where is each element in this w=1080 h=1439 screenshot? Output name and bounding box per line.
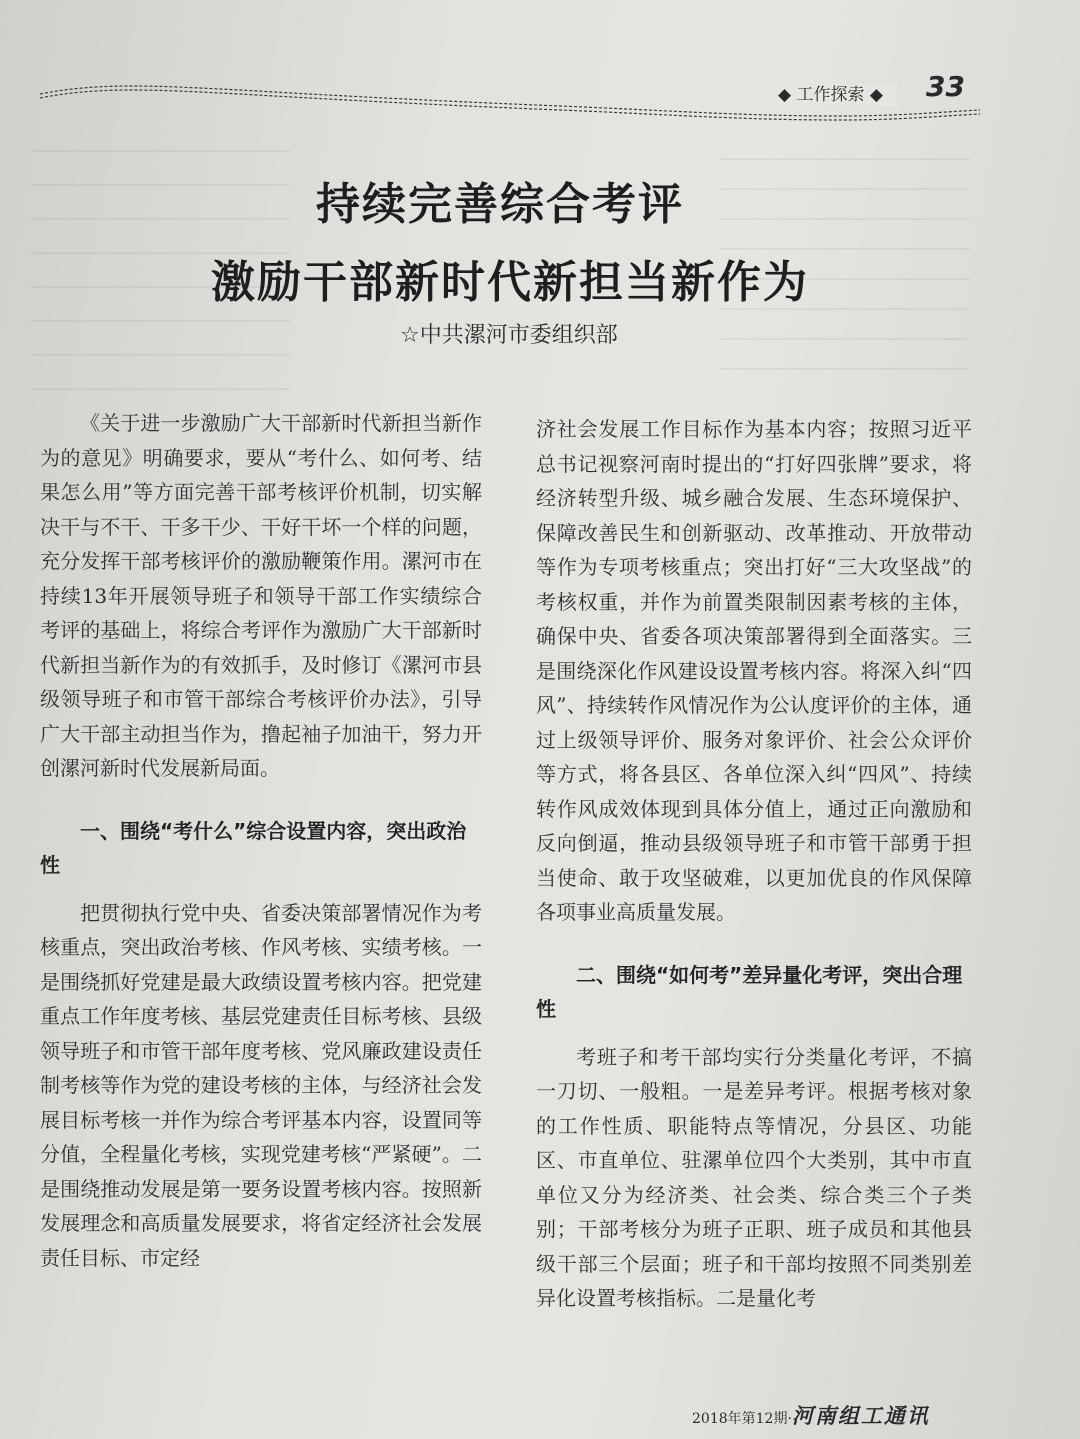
page-number: 33 [926, 70, 965, 103]
section1-heading: 一、围绕“考什么”综合设置内容，突出政治性 [40, 818, 467, 877]
right-column [536, 412, 972, 1316]
article-author: ☆中共漯河市委组织部 [400, 323, 618, 348]
section1-paragraph: 把贯彻执行党中央、省委决策部署情况作为考核重点，突出政治考核、作风考核、实绩考核。一是围绕抓好党建是最大政绩设置考核内容。把党建重点工作年度考核、基层党建责任目标考核、县级领导班子和市管干部年度考核、党风廉政建设责任制考核等作为党的建设考核的主体，与经济社会发展目标考核一并作为综合考评基本内容，设置同等分值，全程量化考核，实现党建考核“严紧硬”。二是围绕推动发展是第一要务设置考核内容。按照新发展理念和高质量发展要求，将省定经济社会发展责任目标、市定经 [40, 900, 482, 1270]
article-title-line2: 激励干部新时代新担当新作为 [211, 257, 809, 308]
section2-paragraph: 考班子和考干部均实行分类量化考评，不搞一刀切、一般粗。一是差异考评。根据考核对象的工作性质、职能特点等情况，分县区、功能区、市直单位、驻漯单位四个大类别，其中市直单位又分为经济类、社会类、综合类三个子类别；干部考核分为班子正职、班子成员和其他县级干部三个层面；班子和干部均按照不同类别差异化设置考核指标。二是量化考 [536, 1044, 972, 1310]
section-tag: ◆ 工作探索 ◆ [764, 84, 897, 106]
issue-label: 2018年第12期· [692, 1411, 792, 1427]
page-footer [692, 1400, 930, 1430]
section2-heading: 二、围绕“如何考”差异量化考评，突出合理性 [536, 962, 963, 1021]
publication-name: 河南组工通讯 [791, 1403, 930, 1428]
intro-paragraph: 《关于进一步激励广大干部新时代新担当新作为的意见》明确要求，要从“考什么、如何考、结果怎么用”等方面完善干部考核评价机制，切实解决干与不干、干多干少、干好干坏一个样的问题，充分发挥干部考核评价的激励鞭策作用。漯河市在持续13年开展领导班子和领导干部工作实绩综合考评的基础上，将综合考评作为激励广大干部新时代新担当新作为的有效抓手，及时修订《漯河市县级领导班子和市管干部综合考核评价办法》，引导广大干部主动担当作为，撸起袖子加油干，努力开创漯河新时代发展新局面。 [40, 411, 482, 780]
continuation-paragraph: 济社会发展工作目标作为基本内容；按照习近平总书记视察河南时提出的“打好四张牌”要求，将经济转型升级、城乡融合发展、生态环境保护、保障改善民生和创新驱动、改革推动、开放带动等作为专项考核重点；突出打好“三大攻坚战”的考核权重，并作为前置类限制因素考核的主体，确保中央、省委各项决策部署得到全面落实。三是围绕深化作风建设设置考核内容。将深入纠“四风”、持续转作风情况作为公认度评价的主体，通过上级领导评价、服务对象评价、社会公众评价等方式，将各县区、各单位深入纠“四风”、持续转作风成效体现到具体分值上，通过正向激励和反向倒逼，推动县级领导班子和市管干部勇于担当使命、敢于攻坚破难，以更加优良的作风保障各项事业高质量发展。 [536, 417, 972, 924]
left-column [40, 406, 482, 1275]
article-title-line1: 持续完善综合考评 [316, 179, 684, 230]
